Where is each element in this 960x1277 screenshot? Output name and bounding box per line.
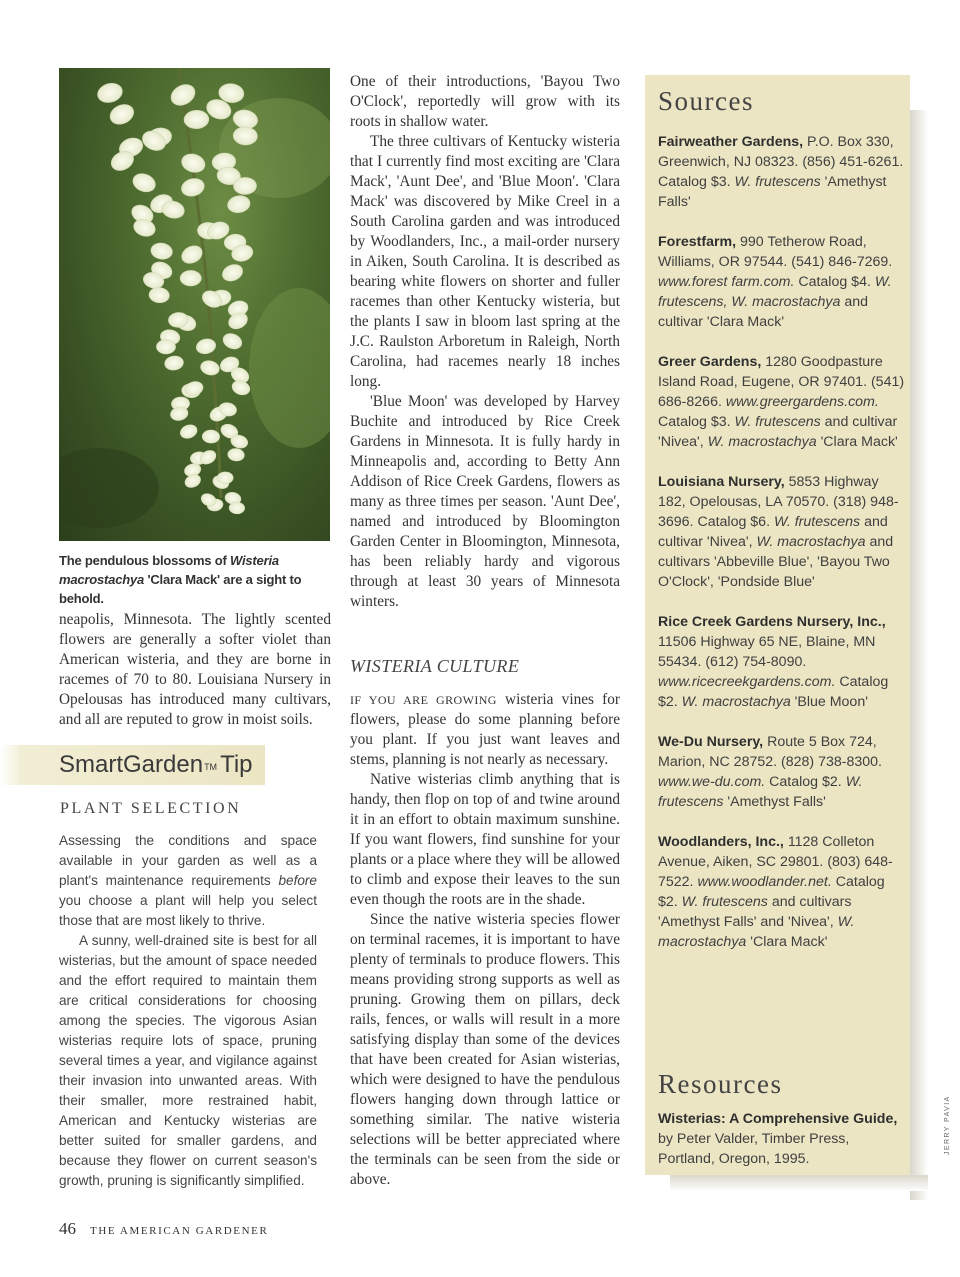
floret [149,241,174,261]
floret [179,176,207,199]
floret [163,354,184,371]
culture-text [350,690,620,1190]
sidebar-shadow [910,110,928,1200]
sidebar-shadow-bottom [670,1175,928,1191]
paragraph: Since the native wisteria species flower on terminal racemes, it is important to have plenty of terminals to produce flowers. This means providing strong supports as well as pruning. Growing them on pillars, deck rails, fences, or walls will result in a more satisfying display than some of the devices that have been created for Asian wisterias, which were designed to have the pendulous flowers hanging down through lattice or something similar. The native wisteria selections will be better appreciated where the terminals can be seen from the side or above. [350,911,620,1188]
page-number: 46 [59,1219,76,1238]
source-entry: Rice Creek Gardens Nursery, Inc., 11506 Highway 65 NE, Blaine, MN 55434. (612) 754-8090. www.ricecreekgardens.com. Catalog $2. W. macrostachya 'Blue Moon' [658,614,889,710]
floret [199,358,222,377]
wisteria-photo [59,68,330,541]
floret [230,378,253,398]
photo-caption: The pendulous blossoms of Wisteria macrostachya 'Clara Mack' are a sight to behold. [59,553,302,606]
sources-list [658,132,908,972]
left-column-text [59,610,331,730]
tip-title: SmartGarden™ Tip [59,751,253,778]
floret [183,472,204,491]
source-entry: Louisiana Nursery, 5853 Highway 182, Opelousas, LA 70570. (318) 948-3696. Catalog $6. W. frutescens and cultivar 'Nivea', W. macrostachya and cultivars 'Abbeville Blue', 'Bayou Two O'Clock', 'Pondside Blue' [658,474,899,590]
floret [226,194,252,215]
floret [131,216,158,239]
floret [194,337,217,356]
paragraph: Native wisterias climb anything that is handy, then flop on top of and twine around it in an effort to obtain maximum sunshine. If you want flowers, find sunshine for your plants or a place where they will be allowed to climb and expose their leaves to the sun even though the roots are in the shade. [350,771,620,908]
middle-column-text [350,72,620,612]
wisteria-raceme-image [59,68,330,541]
tip-body [59,831,317,1191]
paragraph: neapolis, Minnesota. The lightly scented flowers are generally a softer violet than American wisteria, and they are borne in racemes of 70 to 80. Louisiana Nursery in Opelousas has introduced many cultivars, and all are reputed to grow in moist soils. [59,611,331,728]
paragraph: One of their introductions, 'Bayou Two O'Clock', reportedly will grow with its roots in shallow water. [350,73,620,130]
section-heading: WISTERIA CULTURE [350,656,520,676]
source-entry: Forestfarm, 990 Tetherow Road, Williams, OR 97544. (541) 846-7269. www.forest farm.com. Catalog $4. W. frutescens, W. macrostachya and cultivar 'Clara Mack' [658,234,893,330]
paragraph: The three cultivars of Kentucky wisteria that I currently find most exciting are 'Clara Mack', 'Aunt Dee', and 'Blue Moon'. 'Clara Mack' was discovered by Mike Creel in a South Carolina garden and was introduced by Woodlanders, Inc., a mail-order nursery in Aiken, South Carolina. It is described as bearing white flowers on shorter and fuller racemes than other Kentucky wisteria, but the plants I saw in bloom last spring at the J.C. Raulston Arboretum in Raleigh, North Carolina, had racemes nearly 18 inches long. [350,133,620,390]
floret [95,80,125,106]
floret [220,330,244,352]
floret [106,100,137,128]
source-entry: Woodlanders, Inc., 1128 Colleton Avenue, Aiken, SC 29801. (803) 648-7522. www.woodlander.net. Catalog $2. W. frutescens and cultivars 'Amethyst Falls' and 'Nivea', W. macrostachya 'Clara Mack' [658,834,893,950]
floret [178,422,199,441]
source-entry: We-Du Nursery, Route 5 Box 724, Marion, NC 28752. (828) 738-8300. www.we-du.com. Catalog $2. W. frutescens 'Amethyst Falls' [658,734,882,810]
magazine-name: THE AMERICAN GARDENER [90,1225,269,1237]
floret [130,170,159,195]
page-footer [59,1219,268,1239]
source-entry: Fairweather Gardens, P.O. Box 330, Greenwich, NJ 08323. (856) 451-6261. Catalog $3. W. frutescens 'Amethyst Falls' [658,134,904,210]
source-entry: Greer Gardens, 1280 Goodpasture Island Road, Eugene, OR 97401. (541) 686-8266. www.greergardens.com. Catalog $3. W. frutescens and cultivar 'Nivea', W. macrostachya 'Clara Mack' [658,354,905,450]
resources-entry: Wisterias: A Comprehensive Guide, by Peter Valder, Timber Press, Portland, Oregon, 1995. [658,1111,898,1167]
paragraph: 'Blue Moon' was developed by Harvey Buchite and introduced by Rice Creek Gardens in Minnesota. It is fully hardy in Minneapolis and, according to Betty Ann Addison of Rice Creek Gardens, flowers as many as three times per season. 'Aunt Dee', named and introduced by Bloomington Garden Center in Bloomington, Minnesota, has been reliably hardy and vigorous through at least 30 years of Minnesota winters. [350,393,620,610]
floret [179,151,208,176]
floret [227,447,246,462]
tip-subhead: PLANT SELECTION [60,800,242,817]
tip-paragraph: A sunny, well-drained site is best for all wisterias, but the amount of space needed and the effort required to maintain them are critical considerations for choosing among the species. The vigorous Asian wisterias require lots of space, pruning several times a year, and vigilance against their invasion into unwanted areas. With their smaller, more restrained habit, American and Kentucky wisterias are better suited for smaller gardens, and because they flower on current season's growth, pruning is significantly simplified. [59,933,317,1188]
tip-paragraph: Assessing the conditions and space available in your garden as well as a plant's maintenance requirements before you choose a plant will help you select those that are most likely to thrive. [59,833,317,928]
floret [180,270,202,286]
photo-credit: JERRY PAVIA [944,1095,951,1155]
resources-heading: Resources [658,1069,783,1099]
sources-heading: Sources [658,86,754,116]
floret [148,286,170,304]
floret [219,261,245,284]
paragraph: IF YOU ARE GROWING wisteria vines for flowers, please do some planning before you plant. If you just want leaves and stems, planning is not nearly as necessary. [350,691,620,768]
